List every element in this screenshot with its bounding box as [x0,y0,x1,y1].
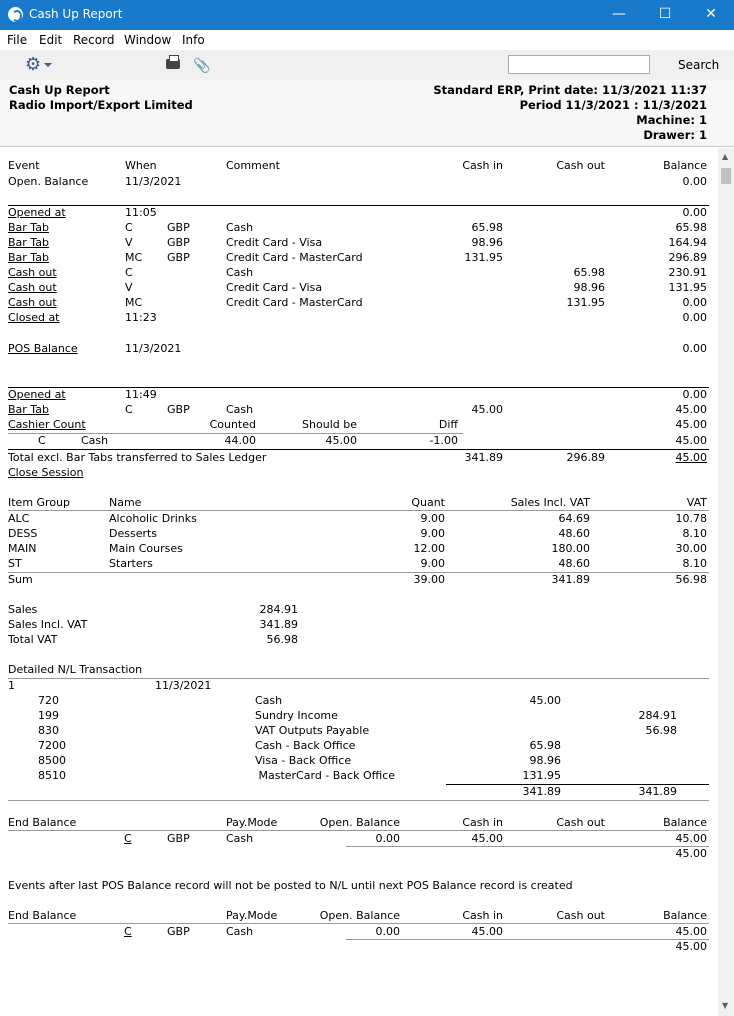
event-when: C [125,221,133,234]
pos-balance-value: 0.00 [682,342,707,355]
nl-description: Visa - Back Office [255,754,352,767]
end-balance-open: 0.00 [375,925,400,938]
end-balance-currency: GBP [167,832,190,845]
col-header-sales-incl-vat: Sales Incl. VAT [510,496,590,509]
divider [8,678,709,679]
close-session-link[interactable]: Close Session [8,466,84,479]
nl-credit: 284.91 [638,709,677,722]
event-cash-out: 131.95 [566,296,605,309]
col-header-comment: Comment [226,159,280,172]
period: Period 11/3/2021 : 11/3/2021 [519,98,707,112]
total-cash-out: 296.89 [566,451,605,464]
divider [8,205,709,206]
event-when: 11:05 [125,206,157,219]
count-code: C [38,434,46,447]
item-quant: 9.00 [420,527,445,540]
vertical-scrollbar[interactable] [718,148,734,1016]
event-comment: Cash [226,221,254,234]
event-link[interactable]: Bar Tab [8,221,49,234]
nl-description: Sundry Income [255,709,338,722]
item-quant: 9.00 [420,557,445,570]
cashier-count-link[interactable]: Cashier Count [8,418,86,431]
maximize-button[interactable]: ☐ [658,6,672,22]
search-button[interactable]: Search [678,58,720,72]
end-balance-total: 45.00 [675,847,707,860]
item-sales: 180.00 [551,542,590,555]
event-cash-in: 131.95 [464,251,503,264]
nl-date: 11/3/2021 [155,679,212,692]
report-content [0,148,718,1016]
col-header-balance: Balance [663,909,707,922]
col-header-cash-out: Cash out [556,816,605,829]
col-header-item-group: Item Group [8,496,71,509]
event-comment: Cash [226,403,254,416]
app-icon [8,7,23,22]
menu-edit[interactable]: Edit [39,33,63,47]
event-link[interactable]: Bar Tab [8,403,49,416]
count-mode: Cash [81,434,109,447]
gear-icon[interactable]: ⚙ [25,54,42,75]
event-cash-out: 65.98 [573,266,605,279]
paperclip-icon[interactable]: 📎 [193,58,211,74]
scroll-down-icon[interactable]: ▼ [722,1001,729,1010]
end-balance-balance: 45.00 [675,832,707,845]
divider [8,800,709,801]
count-counted: 44.00 [224,434,256,447]
sum-label: Sum [8,573,33,586]
count-should-be: 45.00 [325,434,357,447]
event-comment: Cash [226,266,254,279]
col-header-quant: Quant [411,496,445,509]
divider [8,923,709,924]
item-vat: 10.78 [675,512,707,525]
event-cash-in: 65.98 [471,221,503,234]
item-name: Alcoholic Drinks [109,512,197,525]
nl-debit: 98.96 [529,754,561,767]
nl-account: 720 [38,694,59,707]
report-header [0,80,734,147]
event-link[interactable]: Cash out [8,281,57,294]
col-header-cash-out: Cash out [556,159,605,172]
event-balance: 65.98 [675,221,707,234]
summary-label: Sales Incl. VAT [8,618,88,631]
item-sales: 64.69 [558,512,590,525]
item-group: ST [8,557,22,570]
total-label: Total excl. Bar Tabs transferred to Sales Ledger [8,451,267,464]
col-header-when: When [125,159,157,172]
event-currency: GBP [167,236,190,249]
nl-debit: 45.00 [529,694,561,707]
event-balance: 0.00 [682,206,707,219]
nl-description: MasterCard - Back Office [255,769,396,782]
end-balance-cash-in: 45.00 [471,925,503,938]
nl-description: Cash - Back Office [255,739,356,752]
divider [8,830,709,831]
menu-window[interactable]: Window [124,33,172,47]
summary-label: Sales [8,603,38,616]
nl-total-debit: 341.89 [522,785,561,798]
event-when: C [125,403,133,416]
close-button[interactable]: ✕ [705,6,717,22]
col-header-diff: Diff [438,418,458,431]
end-balance-open: 0.00 [375,832,400,845]
event-comment: Credit Card - Visa [226,236,323,249]
nl-total-credit: 341.89 [638,785,677,798]
event-comment: Credit Card - MasterCard [226,251,363,264]
sum-quant: 39.00 [413,573,445,586]
col-header-cash-in: Cash in [462,909,503,922]
item-group: MAIN [8,542,37,555]
item-vat: 30.00 [675,542,707,555]
end-balance-cash-in: 45.00 [471,832,503,845]
menu-record[interactable]: Record [73,33,115,47]
event-cash-in: 45.00 [471,403,503,416]
event-link[interactable]: Closed at [8,311,60,324]
event-balance: 296.89 [668,251,707,264]
item-sales: 48.60 [558,527,590,540]
nl-account: 199 [38,709,59,722]
open-balance-date: 11/3/2021 [125,175,182,188]
nl-account: 8500 [38,754,66,767]
end-balance-balance: 45.00 [675,925,707,938]
window-title: Cash Up Report [29,7,123,21]
event-balance: 0.00 [682,296,707,309]
event-when: MC [125,296,143,309]
divider [8,449,709,450]
item-name: Desserts [109,527,158,540]
title-bar [0,0,734,30]
col-header-name: Name [109,496,142,509]
scroll-thumb[interactable] [721,168,731,184]
col-header-cash-in: Cash in [462,816,503,829]
event-when: 11:23 [125,311,157,324]
col-header-should-be: Should be [302,418,357,431]
item-vat: 8.10 [682,557,707,570]
nl-account: 7200 [38,739,66,752]
nl-debit: 65.98 [529,739,561,752]
event-when: V [125,236,133,249]
end-balance-mode: Cash [226,925,254,938]
end-balance-mode: Cash [226,832,254,845]
col-header-pay-mode: Pay.Mode [226,909,278,922]
event-link[interactable]: Cash out [8,266,57,279]
nl-debit: 131.95 [522,769,561,782]
col-header-pay-mode: Pay.Mode [226,816,278,829]
item-group: ALC [8,512,30,525]
chevron-down-icon[interactable] [44,63,52,67]
event-currency: GBP [167,221,190,234]
event-link[interactable]: Opened at [8,206,66,219]
count-diff: -1.00 [429,434,458,447]
event-currency: GBP [167,403,190,416]
item-sales: 48.60 [558,557,590,570]
menu-bar [0,30,734,50]
search-input[interactable] [508,55,650,74]
open-balance-label: Open. Balance [8,175,89,188]
sum-sales: 341.89 [551,573,590,586]
event-balance: 230.91 [668,266,707,279]
col-header-open-balance: Open. Balance [319,909,400,922]
menu-file[interactable]: File [7,33,28,47]
total-balance: 45.00 [675,451,707,464]
drawer: Drawer: 1 [643,128,707,142]
system-print-date: Standard ERP, Print date: 11/3/2021 11:37 [433,83,707,97]
item-name: Starters [109,557,153,570]
event-when: V [125,281,133,294]
count-balance: 45.00 [675,434,707,447]
end-balance-code-link[interactable]: C [124,832,132,845]
divider [8,510,709,511]
item-vat: 8.10 [682,527,707,540]
end-balance-currency: GBP [167,925,190,938]
event-cash-in: 98.96 [471,236,503,249]
event-when: C [125,266,133,279]
end-balance-label: End Balance [8,909,77,922]
event-currency: GBP [167,251,190,264]
event-balance: 0.00 [682,388,707,401]
item-group: DESS [8,527,38,540]
printer-icon[interactable] [166,59,180,69]
nl-description: Cash [255,694,283,707]
menu-info[interactable]: Info [182,33,205,47]
pos-balance-date: 11/3/2021 [125,342,182,355]
summary-label: Total VAT [8,633,58,646]
col-header-open-balance: Open. Balance [319,816,400,829]
nl-credit: 56.98 [645,724,677,737]
sum-vat: 56.98 [675,573,707,586]
item-name: Main Courses [109,542,183,555]
event-link[interactable]: Bar Tab [8,251,49,264]
event-link[interactable]: Cash out [8,296,57,309]
summary-value: 284.91 [259,603,298,616]
pos-balance-link[interactable]: POS Balance [8,342,78,355]
cashier-count-balance: 45.00 [675,418,707,431]
summary-value: 341.89 [259,618,298,631]
col-header-vat: VAT [686,496,707,509]
machine: Machine: 1 [636,113,707,127]
nl-account: 8510 [38,769,66,782]
company-name: Radio Import/Export Limited [9,98,193,112]
nl-title: Detailed N/L Transaction [8,663,143,676]
open-balance-value: 0.00 [682,175,707,188]
event-comment: Credit Card - Visa [226,281,323,294]
end-balance-code-link[interactable]: C [124,925,132,938]
col-header-counted: Counted [209,418,256,431]
col-header-cash-in: Cash in [462,159,503,172]
event-comment: Credit Card - MasterCard [226,296,363,309]
divider [8,387,709,388]
report-name: Cash Up Report [9,83,110,97]
nl-number: 1 [8,679,15,692]
end-balance-total: 45.00 [675,940,707,953]
event-link[interactable]: Opened at [8,388,66,401]
item-quant: 12.00 [413,542,445,555]
event-when: 11:49 [125,388,157,401]
summary-value: 56.98 [266,633,298,646]
event-balance: 131.95 [668,281,707,294]
col-header-balance: Balance [663,159,707,172]
event-balance: 164.94 [668,236,707,249]
toolbar [0,50,734,80]
event-link[interactable]: Bar Tab [8,236,49,249]
event-when: MC [125,251,143,264]
nl-account: 830 [38,724,59,737]
note-text: Events after last POS Balance record will not be posted to N/L until next POS Balance record is created [8,879,573,892]
total-cash-in: 341.89 [464,451,503,464]
scroll-up-icon[interactable]: ▲ [722,152,729,161]
event-balance: 45.00 [675,403,707,416]
col-header-event: Event [8,159,40,172]
event-balance: 0.00 [682,311,707,324]
col-header-cash-out: Cash out [556,909,605,922]
event-cash-out: 98.96 [573,281,605,294]
end-balance-label: End Balance [8,816,77,829]
nl-description: VAT Outputs Payable [255,724,370,737]
minimize-button[interactable]: — [612,6,626,22]
col-header-balance: Balance [663,816,707,829]
item-quant: 9.00 [420,512,445,525]
